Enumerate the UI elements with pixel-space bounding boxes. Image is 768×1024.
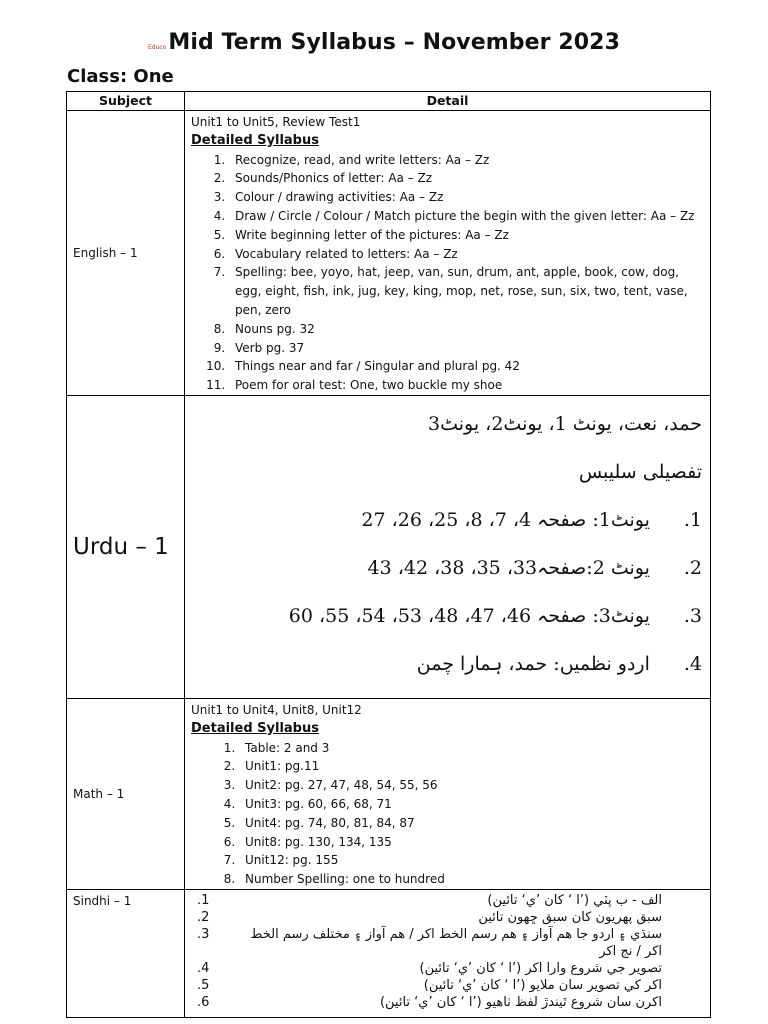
detail-english: [185, 111, 711, 396]
list-item: 4. Unit3: pg. 60, 66, 68, 71: [239, 795, 704, 814]
list-item: 3. Colour / drawing activities: Aa – Zz: [229, 188, 704, 207]
list-item: 5. Unit4: pg. 74, 80, 81, 84, 87: [239, 814, 704, 833]
school-logo: Educo: [147, 44, 167, 51]
list-item: [193, 644, 702, 692]
list-item: [193, 926, 702, 960]
detail-sindhi: [185, 889, 711, 1017]
list-item: [193, 548, 702, 596]
table-row-english: [67, 111, 711, 396]
header-subject: Subject: [67, 92, 185, 111]
item-text: اردو نظمیں: حمد، ہمارا چمن: [416, 652, 650, 675]
subject-math: Math – 1: [67, 698, 185, 889]
item-number: 1.: [683, 508, 702, 531]
item-number: .2: [197, 909, 210, 925]
title-bar: [0, 30, 768, 55]
list-item: [193, 892, 702, 909]
item-text: یونٹ3: صفحہ 46، 47، 48، 53، 54، 55، 60: [288, 604, 650, 627]
item-number: 3.: [683, 604, 702, 627]
list-item: 4. Draw / Circle / Colour / Match picture the begin with the given letter: Aa – Zz: [229, 207, 704, 226]
item-number: 2.: [683, 556, 702, 579]
item-number: .3: [197, 926, 210, 942]
english-syllabus-heading: Detailed Syllabus: [191, 132, 319, 148]
english-units: Unit1 to Unit5, Review Test1: [191, 115, 361, 129]
list-item: 6. Unit8: pg. 130, 134, 135: [239, 833, 704, 852]
item-text: سنڌي ۽ اردو جا هم آواز ۽ هم رسم الخط اکر / هم آواز ۽ مختلف رسم الخط اکر / نج اکر: [250, 926, 662, 959]
detail-urdu: [185, 395, 711, 698]
item-text: اکر کي تصوير سان ملايو (’ا ‘ کان ’ي‘ تائين): [423, 977, 662, 993]
list-item: 7. Unit12: pg. 155: [239, 851, 704, 870]
table-row-sindhi: [67, 889, 711, 1017]
english-list: [191, 151, 704, 395]
list-item: 10. Things near and far / Singular and plural pg. 42: [229, 357, 704, 376]
list-item: [193, 500, 702, 548]
math-list: [191, 739, 704, 889]
list-item: 1. Table: 2 and 3: [239, 739, 704, 758]
class-label: Class: One: [67, 66, 174, 87]
list-item: 2. Unit1: pg.11: [239, 757, 704, 776]
detail-math: [185, 698, 711, 889]
item-number: .1: [197, 892, 210, 908]
math-units: Unit1 to Unit4, Unit8, Unit12: [191, 702, 362, 717]
list-item: [193, 909, 702, 926]
list-item: 11. Poem for oral test: One, two buckle my shoe: [229, 376, 704, 395]
list-item: 6. Vocabulary related to letters: Aa – Zz: [229, 245, 704, 264]
list-item: 3. Unit2: pg. 27, 47, 48, 54, 55, 56: [239, 776, 704, 795]
table-row-math: [67, 698, 711, 889]
item-number: .6: [197, 994, 210, 1010]
item-text: اکرن سان شروع ٿيندڙ لفظ ٺاهيو (’ا ‘ کان ’ي‘ تائين): [379, 994, 662, 1010]
list-item: [193, 596, 702, 644]
page-title: Mid Term Syllabus – November 2023: [168, 30, 620, 55]
item-number: 4.: [683, 652, 702, 675]
list-item: 9. Verb pg. 37: [229, 339, 704, 358]
list-item: 1. Recognize, read, and write letters: Aa – Zz: [229, 151, 704, 170]
item-text: یونٹ 2:صفحہ33، 35، 38، 42، 43: [367, 556, 650, 579]
list-item: 8. Nouns pg. 32: [229, 320, 704, 339]
table-row-urdu: [67, 395, 711, 698]
item-text: تصوير جي شروع وارا اکر (’ا ‘ کان ’ي‘ تائين): [419, 960, 662, 976]
header-detail: Detail: [185, 92, 711, 111]
subject-english: English – 1: [67, 111, 185, 396]
item-number: .4: [197, 960, 210, 976]
list-item: [193, 977, 702, 994]
list-item: [193, 960, 702, 977]
list-item: [193, 994, 702, 1011]
list-item: 2. Sounds/Phonics of letter: Aa – Zz: [229, 169, 704, 188]
list-item: 8. Number Spelling: one to hundred: [239, 870, 704, 889]
item-text: الف - ب پٽي (’ا ‘ کان ’ي‘ تائين): [487, 892, 662, 908]
item-text: یونٹ1: صفحہ 4، 7، 8، 25، 26، 27: [361, 508, 650, 531]
syllabus-table: [66, 91, 711, 1018]
item-text: سبق پهريون کان سبق ڇهون تائين: [478, 909, 662, 925]
table-header-row: [67, 92, 711, 111]
subject-sindhi: Sindhi – 1: [67, 889, 185, 1017]
list-item: 5. Write beginning letter of the pictures: Aa – Zz: [229, 226, 704, 245]
urdu-units: حمد، نعت، یونٹ 1، یونٹ2، یونٹ3: [428, 412, 702, 435]
math-syllabus-heading: Detailed Syllabus: [191, 720, 319, 736]
urdu-syllabus-heading: تفصیلی سلیبس: [578, 460, 702, 483]
list-item: 7. Spelling: bee, yoyo, hat, jeep, van, sun, drum, ant, apple, book, cow, dog, egg, eight, fish, ink, jug, key, king, mop, net, rose, sun, six, two, tent, vase, pen, zero: [229, 263, 704, 319]
item-number: .5: [197, 977, 210, 993]
subject-urdu: Urdu – 1: [67, 395, 185, 698]
